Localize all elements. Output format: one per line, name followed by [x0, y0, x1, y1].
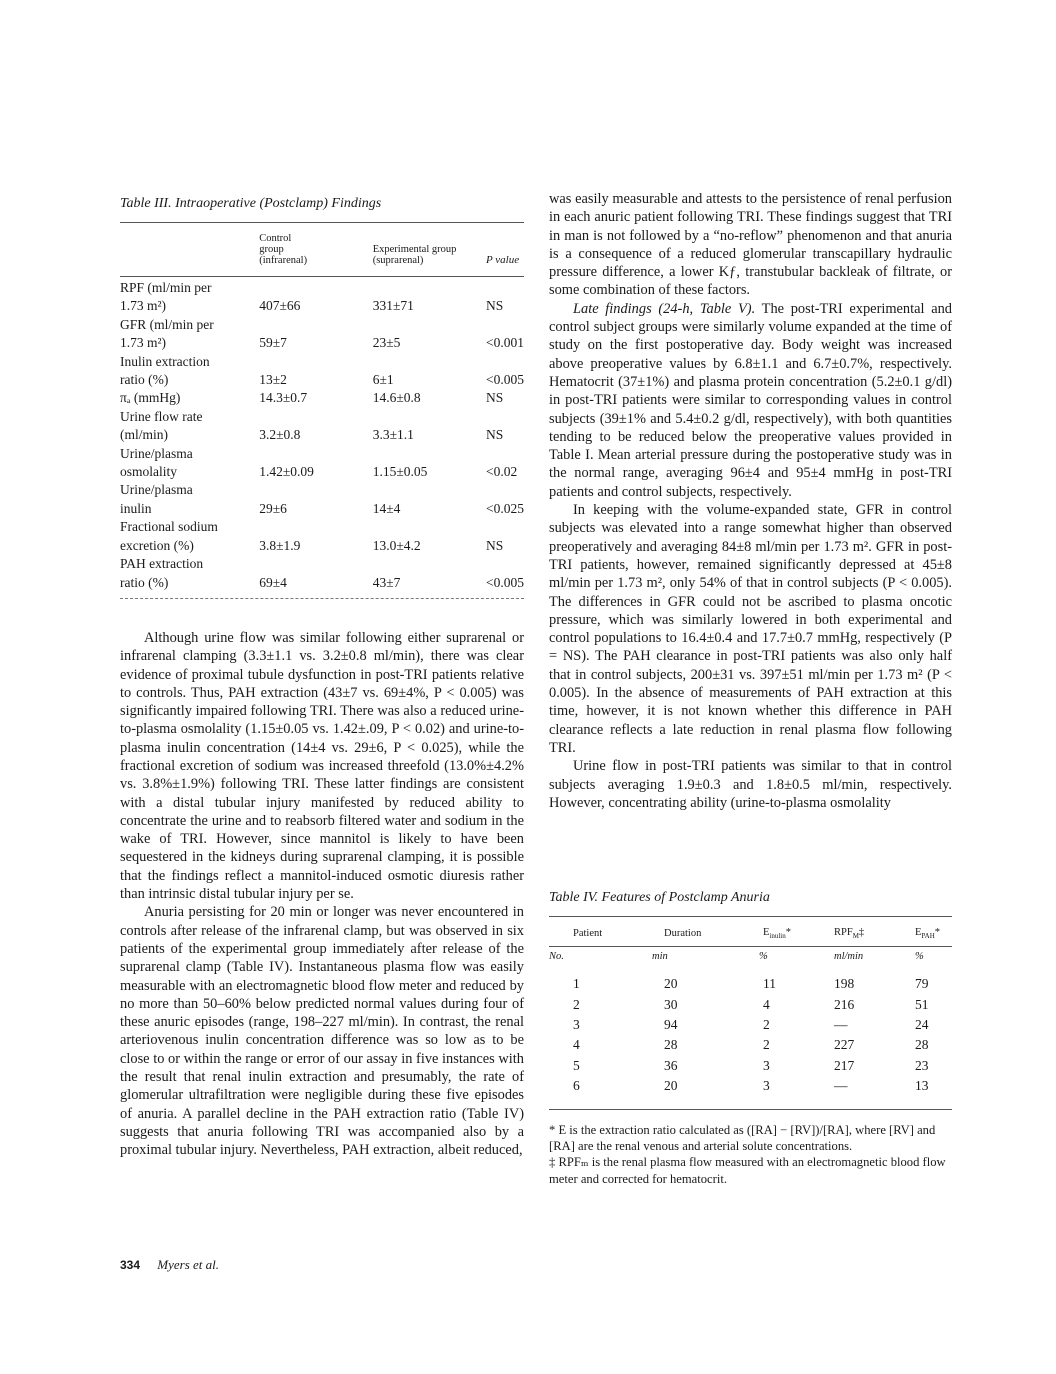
table3-row-label-cont: (ml/min)	[120, 427, 168, 443]
table3-spacer-cell	[251, 277, 358, 298]
late-findings-heading: Late findings (24-h, Table V).	[573, 300, 756, 317]
table3-spacer-cell	[359, 316, 486, 334]
table3-row-label: Urine/plasma	[120, 482, 193, 498]
table3-control-value: 69±4	[259, 574, 287, 590]
table3-row-label: πₐ (mmHg)	[120, 390, 181, 406]
table3-row-label: RPF (ml/min per	[120, 280, 212, 295]
table4-rpfm: 227	[834, 1037, 855, 1053]
table3-pvalue: <0.025	[486, 500, 524, 516]
table3	[120, 223, 524, 592]
table3-row	[120, 389, 524, 407]
table3-experimental-value: 43±7	[372, 574, 401, 590]
table4-header-row	[549, 917, 952, 947]
table3-spacer-cell	[486, 353, 524, 371]
table3-pvalue: NS	[486, 390, 504, 406]
table4	[549, 917, 952, 1097]
table3-spacer-cell	[359, 353, 486, 371]
table3-row-cont	[120, 371, 524, 389]
table4-header-rpfm: $RPF_M\ddagger$	[834, 927, 865, 941]
table3-spacer-cell	[486, 316, 524, 334]
table3-row	[120, 353, 524, 371]
table3-row	[120, 316, 524, 334]
table4-header-epah: $E_{PAH}*$	[915, 927, 941, 941]
table3-row	[120, 481, 524, 499]
table4-duration: 20	[664, 1078, 678, 1094]
table3-spacer-cell	[251, 316, 358, 334]
table3-spacer-cell	[251, 481, 358, 499]
table3-experimental-value: 6±1	[372, 372, 394, 388]
table3-spacer-cell	[251, 445, 358, 463]
right-paragraph-1: was easily measurable and attests to the persistence of renal perfusion in each anuric patient following TRI. These findings suggest that TRI in man is not followed by a “no-reflow” phenomenon and that anuria is a consequence of a reduced glomerular transcapillary hydraulic pressure difference, a lower Kƒ, transtubular backleak of filtrate, or some combination of these factors.	[549, 191, 952, 299]
table3-row	[120, 518, 524, 536]
table4-einulin: 4	[763, 996, 770, 1012]
table3-experimental-value: 331±71	[372, 298, 414, 314]
table3-row-label: GFR (ml/min per	[120, 316, 214, 332]
table3-row-cont	[120, 463, 524, 481]
table4-header-patient: Patient	[573, 928, 603, 940]
table4-epah: 24	[915, 1016, 929, 1032]
table3-spacer-cell	[486, 518, 524, 536]
table4-row	[549, 1015, 952, 1035]
table3-spacer-cell	[486, 481, 524, 499]
table3-row-label-cont: ratio (%)	[120, 372, 169, 388]
table4-rpfm: —	[834, 1078, 848, 1094]
table3-row	[120, 277, 524, 298]
table4-einulin: 11	[763, 976, 776, 992]
table3-experimental-value: 13.0±4.2	[372, 537, 421, 553]
table3-control-value: 14.3±0.7	[259, 390, 308, 406]
table3-row-label-cont: inulin	[120, 500, 152, 516]
table3-row-label-cont: ratio (%)	[120, 574, 169, 590]
right-column	[549, 190, 952, 812]
table3-control-value: 1.42±0.09	[259, 464, 314, 480]
table3-control-value: 29±6	[259, 500, 287, 516]
table4-unit-rpfm: ml/min	[834, 951, 864, 963]
table4-row	[549, 1035, 952, 1055]
table3-spacer-cell	[359, 445, 486, 463]
table3-row-cont	[120, 334, 524, 352]
table4-rpfm: 216	[834, 996, 855, 1012]
table4-footnote-2: ‡ RPFₘ is the renal plasma flow measured with an electromagnetic blood flow meter and corrected for hematocrit.	[549, 1155, 946, 1186]
table3-spacer-cell	[359, 408, 486, 426]
table4-duration: 94	[664, 1016, 678, 1032]
table3-spacer-cell	[486, 408, 524, 426]
table4-einulin: 2	[763, 1037, 770, 1053]
table4-header-einulin: $E_{inulin}*$	[763, 927, 792, 941]
table3-spacer-cell	[359, 277, 486, 298]
table4-body	[549, 974, 952, 1096]
table4-row	[549, 1056, 952, 1076]
table4-einulin: 2	[763, 1016, 770, 1032]
table3-control-value: 407±66	[259, 298, 301, 314]
table3-control-value: 3.8±1.9	[259, 537, 301, 553]
left-paragraph-2: Anuria persisting for 20 min or longer was never encountered in controls after release of the infrarenal clamp, but was observed in six patients of the experimental group immediately after release of the suprarenal clamp (Table IV). Instantaneous plasma flow was easily measurable with an electromagnetic blood flow meter and reduced by no more than 50–60% below predicted normal values during four of these anuric episodes (range, 198–227 ml/min). In contrast, the renal arteriovenous inulin concentration difference was so low as to be close to or within the range or error of our assay in five instances with the result that renal inulin extraction and presumably, the rate of glomerular ultrafiltration were negligible during these five episodes of anuria. A parallel decline in the PAH extraction ratio (Table IV) suggests that anuria following TRI was accompanied also by a proximal tubular injury. Nevertheless, PAH extraction, albeit reduced,	[120, 904, 524, 1159]
page-number: 334	[120, 1258, 141, 1272]
table3-pvalue: <0.02	[486, 464, 518, 480]
table3-row-cont	[120, 426, 524, 444]
table4-epah: 13	[915, 1078, 929, 1094]
table4-epah: 28	[915, 1037, 929, 1053]
running-authors: Myers et al.	[157, 1257, 220, 1272]
table3-row-label-cont: excretion (%)	[120, 537, 194, 553]
table3-pvalue: NS	[486, 298, 504, 314]
table3-experimental-value: 23±5	[372, 335, 401, 351]
table4-footnote-1: * E is the extraction ratio calculated as ([RA] − [RV])/[RA], where [RV] and [RA] are the renal venous and arterial solute concentrations.	[549, 1122, 936, 1153]
table4-rpfm: 217	[834, 1057, 855, 1073]
table3-control-value: 3.2±0.8	[259, 427, 301, 443]
late-findings-text: The post-TRI experimental and control subject groups were similarly volume expanded at the time of study on the first postoperative day. Body weight was increased above preoperative values by 6.8±1.1 and 6.7±0.7%, respectively. Hematocrit (37±1%) and plasma protein concentration (5.2±0.1 g/dl) in post-TRI patients were similar to corresponding values in control subjects (39±1% and 5.4±0.2 g/dl, respectively), with both quantities tending to be reduced below the preoperative values provided in Table I. Mean arterial pressure during the postoperative study was in the normal range, averaging 96±4 and 95±4 mmHg in post-TRI patients and control subjects, respectively.	[549, 300, 952, 500]
table4-row	[549, 995, 952, 1015]
table4-rpfm: 198	[834, 976, 855, 992]
table3-caption: Table III. Intraoperative (Postclamp) Findings	[120, 196, 382, 211]
table3-spacer-cell	[251, 555, 358, 573]
table3-row-label: Urine flow rate	[120, 408, 203, 424]
right-paragraph-3: In keeping with the volume-expanded state, GFR in control subjects was elevated into a range somewhat higher than observed preoperatively and averaging 84±8 ml/min per 1.73 m². GFR in post-TRI patients, however, remained significantly depressed at 45±8 ml/min per 1.73 m², only 54% of that in control subjects (P < 0.005). The differences in GFR could not be ascribed to plasma oncotic pressure, which was similarly lowered in both experimental and control populations to 16.4±0.4 and 17.7±0.7 mmHg, respectively (P = NS). The PAH clearance in post-TRI patients was also only half that in control subjects, 200±31 vs. 397±51 ml/min per 1.73 m² (P < 0.005). In the absence of measurements of PAH extraction at this time, however, it is not known whether this difference in PAH clearance reflects a late reduction in renal plasma flow following TRI.	[549, 502, 952, 756]
table3-row-cont	[120, 537, 524, 555]
table4-unit-duration: min	[652, 951, 668, 963]
table3-pvalue: <0.001	[486, 335, 524, 351]
left-paragraph-1: Although urine flow was similar following either suprarenal or infrarenal clamping (3.3±1.1 vs. 3.2±0.8 ml/min), there was clear evidence of proximal tubule dysfunction in post-TRI patients relative to controls. Thus, PAH extraction (43±7 vs. 69±4%, P < 0.005) was significantly impaired following TRI. There was also a reduced urine-to-plasma osmolality (1.15±0.05 vs. 1.42±.09, P < 0.02) and urine-to-plasma inulin concentration (14±4 vs. 29±6, P < 0.025), while the fractional excretion of sodium was increased threefold (13.0%±4.2% vs. 3.8%±1.9%) following TRI. These latter findings are consistent with a distal tubular injury manifested by reduced ability to concentrate the urine and to reabsorb filtered water and sodium in the wake of TRI. However, since mannitol is likely to have been sequestered in the kidneys during suprarenal clamping, it is possible that the findings reflect a mannitol-induced osmotic diuresis rather than intrinsic distal tubular injury per se.	[120, 629, 524, 903]
table3-spacer-cell	[359, 518, 486, 536]
table4-row	[549, 1076, 952, 1096]
table3-row	[120, 445, 524, 463]
table4-epah: 79	[915, 976, 929, 992]
table4-patient: 6	[573, 1078, 580, 1094]
table3-control-value: 13±2	[259, 372, 287, 388]
left-column	[120, 196, 524, 1160]
table4-einulin: 3	[763, 1078, 770, 1094]
table4-header-duration: Duration	[664, 928, 702, 940]
table3-spacer-cell	[251, 353, 358, 371]
table3-pvalue: NS	[486, 537, 504, 553]
table3-header-blank	[120, 223, 251, 277]
table4-duration: 30	[664, 996, 678, 1012]
table3-row-cont	[120, 574, 524, 592]
table3-spacer-cell	[251, 408, 358, 426]
table4-rpfm: —	[834, 1016, 848, 1032]
table3-row-label-cont: 1.73 m²)	[120, 298, 167, 314]
table4-row	[549, 974, 952, 994]
table3-spacer-cell	[486, 445, 524, 463]
table4-epah: 23	[915, 1057, 929, 1073]
table3-header-row	[120, 223, 524, 277]
table4-patient: 5	[573, 1057, 580, 1073]
table3-body	[120, 277, 524, 592]
table3-row	[120, 555, 524, 573]
table3-row-label: Urine/plasma	[120, 445, 193, 461]
table4-patient: 1	[573, 976, 580, 992]
table3-row-cont	[120, 297, 524, 315]
page-footer	[120, 1257, 219, 1273]
table3-spacer-cell	[251, 518, 358, 536]
table3-row-cont	[120, 500, 524, 518]
table4-unit-einulin: %	[759, 951, 768, 963]
table3-experimental-value: 14±4	[372, 500, 401, 516]
table3-pvalue: <0.005	[486, 372, 524, 388]
table4-patient: 4	[573, 1037, 580, 1053]
table3-spacer-cell	[486, 277, 524, 298]
table4-duration: 28	[664, 1037, 678, 1053]
table3-row-label-cont: osmolality	[120, 464, 177, 480]
table3-row-label: PAH extraction	[120, 556, 204, 572]
table4-duration: 20	[664, 976, 678, 992]
table3-spacer-cell	[486, 555, 524, 573]
table4-caption: Table IV. Features of Postclamp Anuria	[549, 890, 770, 905]
table3-control-value: 59±7	[259, 335, 287, 351]
table3-header-experimental: Experimental group (suprarenal)	[359, 223, 486, 277]
right-paragraph-4: Urine flow in post-TRI patients was similar to that in control subjects averaging 1.9±0.3 and 1.8±0.5 ml/min, respectively. However, concentrating ability (urine-to-plasma osmolality	[549, 758, 952, 811]
table3-row	[120, 408, 524, 426]
table4-unit-epah: %	[915, 951, 924, 963]
table3-spacer-cell	[359, 555, 486, 573]
table3-experimental-value: 14.6±0.8	[372, 390, 421, 406]
table3-spacer-cell	[359, 481, 486, 499]
table4-patient: 3	[573, 1016, 580, 1032]
table3-header-control: Control group (infrarenal)	[251, 223, 358, 277]
table4-units-row	[549, 947, 952, 975]
table4-patient: 2	[573, 996, 580, 1012]
table3-row-label: Fractional sodium	[120, 519, 218, 535]
table3-header-pvalue: P value	[486, 223, 524, 277]
table3-pvalue: NS	[486, 427, 504, 443]
table4-block	[549, 890, 952, 1187]
table4-epah: 51	[915, 996, 929, 1012]
table4-einulin: 3	[763, 1057, 770, 1073]
table3-experimental-value: 3.3±1.1	[372, 427, 414, 443]
table4-unit-patient: No.	[549, 951, 564, 963]
table4-duration: 36	[664, 1057, 678, 1073]
right-paragraph-2	[549, 300, 952, 501]
table3-experimental-value: 1.15±0.05	[372, 464, 428, 480]
table3-row-label-cont: 1.73 m²)	[120, 335, 167, 351]
table3-row-label: Inulin extraction	[120, 353, 210, 369]
table3-pvalue: <0.005	[486, 574, 524, 590]
